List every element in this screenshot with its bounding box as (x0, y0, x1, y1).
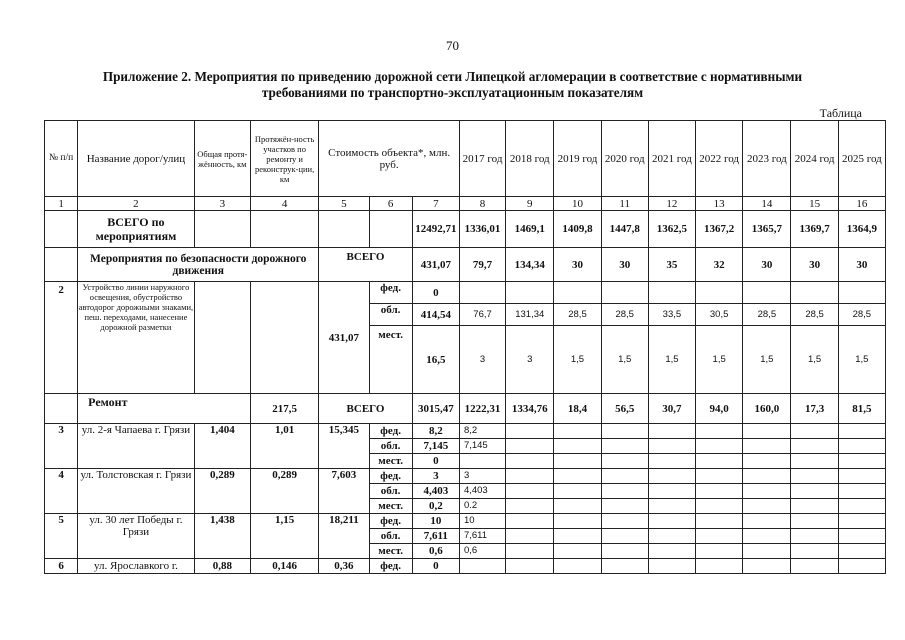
item5-fed-cost: 10 (412, 514, 459, 529)
header-2023: 2023 год (743, 121, 791, 197)
mest-label: мест. (369, 454, 412, 469)
header-2025: 2025 год (838, 121, 885, 197)
item6-length: 0,88 (194, 559, 250, 574)
item2-num: 2 (45, 282, 78, 394)
item6-name: ул. Ярославкого г. (78, 559, 195, 574)
safety-year-cell: 30 (838, 248, 885, 282)
total-year-cell: 1369,7 (791, 211, 838, 248)
item3-fed-2017: 8,2 (459, 424, 505, 439)
item4-fed-row (45, 469, 886, 484)
item3-fed-cost: 8,2 (412, 424, 459, 439)
header-name: Название дорог/улиц (78, 121, 195, 197)
item4-repair-length: 0,289 (250, 469, 318, 514)
obl-label: обл. (369, 304, 412, 326)
item5-fed-row (45, 514, 886, 529)
fed-label: фед. (369, 559, 412, 574)
item2-mest-year: 1,5 (791, 326, 838, 394)
header-length: Общая протя-жённость, км (194, 121, 250, 197)
repair-year-cell: 30,7 (648, 394, 695, 424)
item2-mest-year: 1,5 (743, 326, 791, 394)
item4-obl-2017: 4,403 (459, 484, 505, 499)
total-year-cell: 1409,8 (554, 211, 601, 248)
item4-obl-cost: 4,403 (412, 484, 459, 499)
col-num-cell: 13 (696, 197, 743, 211)
repair-year-cell: 1334,76 (506, 394, 554, 424)
item5-mest-2017: 0,6 (459, 544, 505, 559)
item4-name: ул. Толстовская г. Грязи (78, 469, 195, 514)
item2-obl-year: 33,5 (648, 304, 695, 326)
item3-mest-2017 (459, 454, 505, 469)
item4-mest-2017: 0.2 (459, 499, 505, 514)
col-num-cell: 9 (506, 197, 554, 211)
item2-cost: 431,07 (319, 282, 369, 394)
header-2019: 2019 год (554, 121, 601, 197)
total-label: ВСЕГО по мероприятиям (78, 211, 195, 248)
safety-cost: 431,07 (412, 248, 459, 282)
fed-label: фед. (369, 424, 412, 439)
item5-obl-cost: 7,611 (412, 529, 459, 544)
obl-label: обл. (369, 484, 412, 499)
item5-fed-2017: 10 (459, 514, 505, 529)
safety-year-cell: 30 (601, 248, 648, 282)
safety-year-cell: 30 (554, 248, 601, 282)
safety-year-cell: 134,34 (506, 248, 554, 282)
item4-fed-cost: 3 (412, 469, 459, 484)
repair-row (45, 394, 886, 424)
item5-length: 1,438 (194, 514, 250, 559)
item2-mest-year: 1,5 (601, 326, 648, 394)
col-num-cell: 3 (194, 197, 250, 211)
item2-fed-row (45, 282, 886, 304)
col-num-cell: 2 (78, 197, 195, 211)
item2-name: Устройство линии наружного освещения, обустройство автодорог дорожными знаками, пеш. переходами, нанесение дорожной разметки (78, 282, 195, 394)
item5-cost: 18,211 (319, 514, 369, 559)
item5-num: 5 (45, 514, 78, 559)
col-num-cell: 14 (743, 197, 791, 211)
item2-obl-2017: 76,7 (459, 304, 505, 326)
title-line-1: Приложение 2. Мероприятия по приведению дорожной сети Липецкой агломерации в соответствие с нормативными (102, 69, 803, 84)
total-year-cell: 1365,7 (743, 211, 791, 248)
measures-table (44, 120, 886, 574)
table-label: Таблица (819, 106, 862, 120)
repair-2017: 1222,31 (459, 394, 505, 424)
mest-label: мест. (369, 544, 412, 559)
header-cost: Стоимость объекта*, млн. руб. (319, 121, 460, 197)
item5-repair-length: 1,15 (250, 514, 318, 559)
safety-row (45, 248, 886, 282)
item3-name: ул. 2-я Чапаева г. Грязи (78, 424, 195, 469)
repair-total-label: ВСЕГО (319, 394, 412, 424)
item6-num: 6 (45, 559, 78, 574)
fed-label: фед. (369, 282, 412, 304)
title-line-2: требованиями по транспортно-эксплуатационным показателям (261, 85, 644, 100)
total-cost: 12492,71 (412, 211, 459, 248)
item4-num: 4 (45, 469, 78, 514)
header-2021: 2021 год (648, 121, 695, 197)
col-num-cell: 11 (601, 197, 648, 211)
total-row (45, 211, 886, 248)
repair-length: 217,5 (250, 394, 318, 424)
col-num-cell: 7 (412, 197, 459, 211)
item2-mest-2017: 3 (459, 326, 505, 394)
header-2022: 2022 год (696, 121, 743, 197)
item6-fed-cost: 0 (412, 559, 459, 574)
obl-label: обл. (369, 439, 412, 454)
total-year-cell: 1364,9 (838, 211, 885, 248)
header-2017: 2017 год (459, 121, 505, 197)
item4-mest-cost: 0,2 (412, 499, 459, 514)
item2-mest-year: 1,5 (648, 326, 695, 394)
item2-mest-year: 1,5 (554, 326, 601, 394)
item3-repair-length: 1,01 (250, 424, 318, 469)
item2-obl-year: 28,5 (554, 304, 601, 326)
document-title (40, 69, 865, 101)
total-2017: 1336,01 (459, 211, 505, 248)
header-repair-length: Протяжён-ность участков по ремонту и реконструк-ции, км (250, 121, 318, 197)
item5-mest-cost: 0,6 (412, 544, 459, 559)
item2-obl-year: 28,5 (743, 304, 791, 326)
col-num-cell: 6 (369, 197, 412, 211)
mest-label: мест. (369, 499, 412, 514)
item4-fed-2017: 3 (459, 469, 505, 484)
safety-label: Мероприятия по безопасности дорожного движения (78, 248, 319, 282)
obl-label: обл. (369, 529, 412, 544)
item2-fed-cost: 0 (412, 282, 459, 304)
item2-obl-year: 131,34 (506, 304, 554, 326)
header-2020: 2020 год (601, 121, 648, 197)
item2-obl-year: 28,5 (791, 304, 838, 326)
item6-cost: 0,36 (319, 559, 369, 574)
safety-year-cell: 30 (791, 248, 838, 282)
safety-year-cell: 30 (743, 248, 791, 282)
repair-label: Ремонт (78, 394, 251, 424)
safety-total-label: ВСЕГО (319, 248, 412, 282)
header-2024: 2024 год (791, 121, 838, 197)
col-num-cell: 10 (554, 197, 601, 211)
header-2018: 2018 год (506, 121, 554, 197)
repair-year-cell: 56,5 (601, 394, 648, 424)
item6-fed-row (45, 559, 886, 574)
fed-label: фед. (369, 469, 412, 484)
item2-mest-year: 1,5 (696, 326, 743, 394)
item3-num: 3 (45, 424, 78, 469)
item2-obl-year: 28,5 (601, 304, 648, 326)
repair-year-cell: 18,4 (554, 394, 601, 424)
item3-obl-cost: 7,145 (412, 439, 459, 454)
repair-year-cell: 160,0 (743, 394, 791, 424)
header-row (45, 121, 886, 197)
total-year-cell: 1362,5 (648, 211, 695, 248)
col-num-cell: 15 (791, 197, 838, 211)
col-num-cell: 16 (838, 197, 885, 211)
total-year-cell: 1447,8 (601, 211, 648, 248)
col-num-cell: 5 (319, 197, 369, 211)
mest-label: мест. (369, 326, 412, 394)
col-num-cell: 8 (459, 197, 505, 211)
fed-label: фед. (369, 514, 412, 529)
item2-mest-year: 3 (506, 326, 554, 394)
total-year-cell: 1469,1 (506, 211, 554, 248)
item2-mest-year: 1,5 (838, 326, 885, 394)
page-number: 70 (446, 38, 459, 53)
col-num-cell: 12 (648, 197, 695, 211)
repair-cost: 3015,47 (412, 394, 459, 424)
repair-year-cell: 94,0 (696, 394, 743, 424)
item2-obl-cost: 414,54 (412, 304, 459, 326)
item3-mest-cost: 0 (412, 454, 459, 469)
item4-cost: 7,603 (319, 469, 369, 514)
safety-2017: 79,7 (459, 248, 505, 282)
column-number-row (45, 197, 886, 211)
item2-obl-year: 30,5 (696, 304, 743, 326)
item6-repair-length: 0,146 (250, 559, 318, 574)
item5-name: ул. 30 лет Победы г. Грязи (78, 514, 195, 559)
item5-obl-2017: 7,611 (459, 529, 505, 544)
col-num-cell: 1 (45, 197, 78, 211)
item2-obl-year: 28,5 (838, 304, 885, 326)
safety-year-cell: 35 (648, 248, 695, 282)
repair-year-cell: 17,3 (791, 394, 838, 424)
repair-year-cell: 81,5 (838, 394, 885, 424)
total-year-cell: 1367,2 (696, 211, 743, 248)
header-num: № п/п (45, 121, 78, 197)
item2-mest-cost: 16,5 (412, 326, 459, 394)
item3-cost: 15,345 (319, 424, 369, 469)
safety-year-cell: 32 (696, 248, 743, 282)
item3-length: 1,404 (194, 424, 250, 469)
item3-obl-2017: 7,145 (459, 439, 505, 454)
item4-length: 0,289 (194, 469, 250, 514)
col-num-cell: 4 (250, 197, 318, 211)
item3-fed-row (45, 424, 886, 439)
